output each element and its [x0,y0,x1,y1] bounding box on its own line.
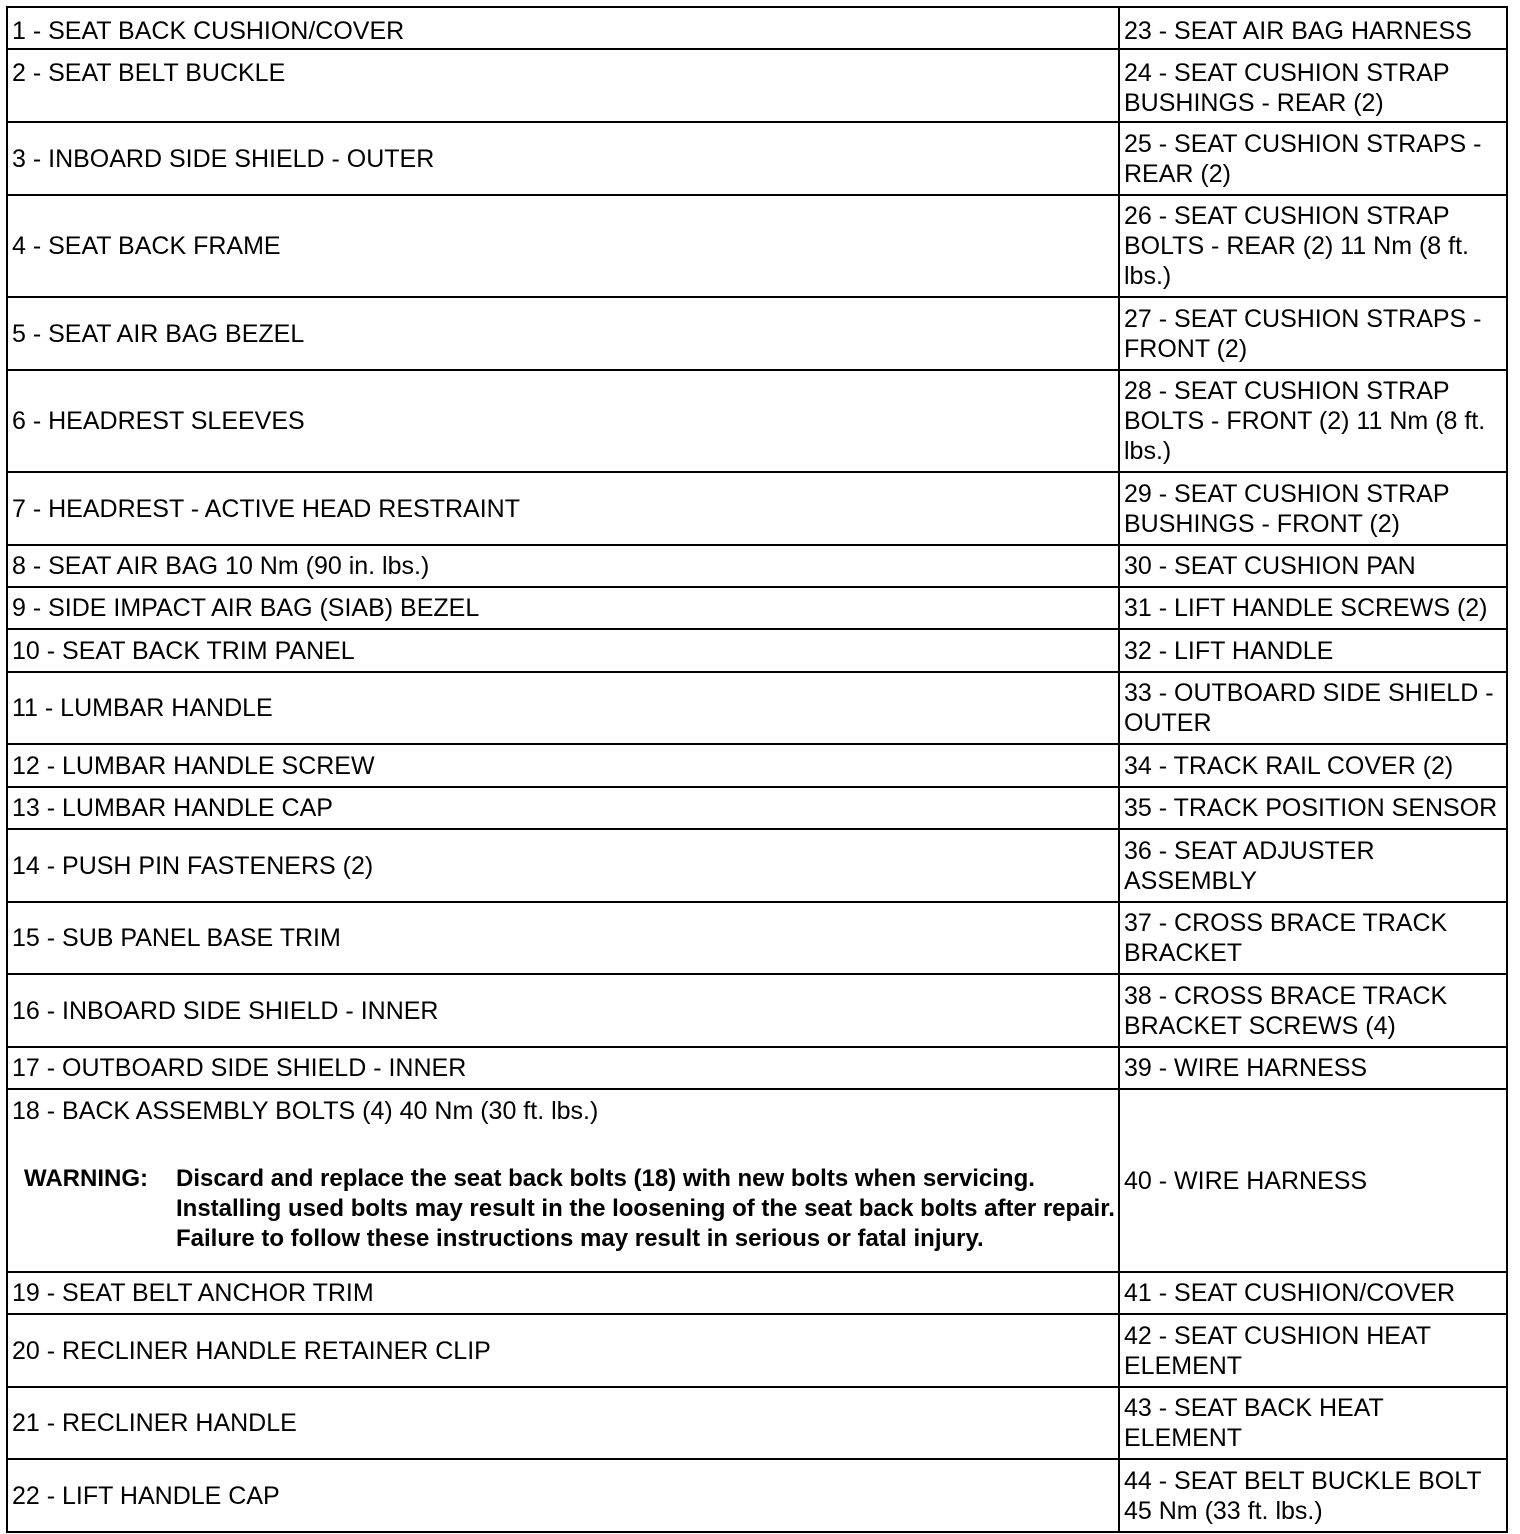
legend-item: 30 - SEAT CUSHION PAN [1119,545,1507,587]
warning-text: Discard and replace the seat back bolts (18) with new bolts when servicing. Installing used bolts may result in the loosening of the seat back bolts after repair. Failure to follow these instructions may result in serious or fatal injury. [176,1165,1115,1252]
legend-item: 31 - LIFT HANDLE SCREWS (2) [1119,587,1507,629]
legend-item: 13 - LUMBAR HANDLE CAP [7,787,1119,829]
legend-item: 40 - WIRE HARNESS [1119,1089,1507,1272]
table-row [7,1387,1507,1459]
legend-item: 36 - SEAT ADJUSTER ASSEMBLY [1119,829,1507,902]
table-row [7,1459,1507,1532]
table-row [7,587,1507,629]
table-row [7,370,1507,472]
legend-item: 27 - SEAT CUSHION STRAPS - FRONT (2) [1119,297,1507,370]
table-row [7,629,1507,672]
legend-item: 34 - TRACK RAIL COVER (2) [1119,744,1507,787]
legend-item: 28 - SEAT CUSHION STRAP BOLTS - FRONT (2) 11 Nm (8 ft. lbs.) [1119,370,1507,472]
legend-item: 35 - TRACK POSITION SENSOR [1119,787,1507,829]
legend-item: 4 - SEAT BACK FRAME [7,195,1119,297]
legend-item: 16 - INBOARD SIDE SHIELD - INNER [7,974,1119,1047]
legend-item: 43 - SEAT BACK HEAT ELEMENT [1119,1387,1507,1459]
legend-item: 18 - BACK ASSEMBLY BOLTS (4) 40 Nm (30 ft. lbs.) [12,1097,599,1125]
legend-item: 22 - LIFT HANDLE CAP [7,1459,1119,1532]
table-row [7,122,1507,195]
table-row [7,787,1507,829]
parts-legend-table [6,6,1508,1533]
legend-item: 5 - SEAT AIR BAG BEZEL [7,297,1119,370]
legend-item: 17 - OUTBOARD SIDE SHIELD - INNER [7,1047,1119,1089]
legend-item: 10 - SEAT BACK TRIM PANEL [7,629,1119,672]
legend-item: 23 - SEAT AIR BAG HARNESS [1119,7,1507,49]
legend-item: 24 - SEAT CUSHION STRAP BUSHINGS - REAR (2) [1119,49,1507,122]
legend-item: 15 - SUB PANEL BASE TRIM [7,902,1119,974]
legend-item: 8 - SEAT AIR BAG 10 Nm (90 in. lbs.) [7,545,1119,587]
warning-note [24,1164,1118,1254]
legend-item: 20 - RECLINER HANDLE RETAINER CLIP [7,1314,1119,1387]
legend-item: 33 - OUTBOARD SIDE SHIELD - OUTER [1119,672,1507,744]
legend-item: 42 - SEAT CUSHION HEAT ELEMENT [1119,1314,1507,1387]
table-row [7,902,1507,974]
table-row [7,829,1507,902]
legend-item: 12 - LUMBAR HANDLE SCREW [7,744,1119,787]
legend-item: 38 - CROSS BRACE TRACK BRACKET SCREWS (4) [1119,974,1507,1047]
table-row [7,744,1507,787]
table-row [7,974,1507,1047]
legend-item: 26 - SEAT CUSHION STRAP BOLTS - REAR (2) 11 Nm (8 ft. lbs.) [1119,195,1507,297]
legend-item: 6 - HEADREST SLEEVES [7,370,1119,472]
table-row [7,1314,1507,1387]
table-row [7,7,1507,49]
legend-item: 29 - SEAT CUSHION STRAP BUSHINGS - FRONT (2) [1119,472,1507,545]
table-row [7,1272,1507,1314]
table-row [7,297,1507,370]
legend-item-with-warning [7,1089,1119,1272]
legend-item: 21 - RECLINER HANDLE [7,1387,1119,1459]
legend-item: 3 - INBOARD SIDE SHIELD - OUTER [7,122,1119,195]
legend-item: 25 - SEAT CUSHION STRAPS - REAR (2) [1119,122,1507,195]
legend-item: 11 - LUMBAR HANDLE [7,672,1119,744]
table-row [7,1089,1507,1272]
legend-item: 7 - HEADREST - ACTIVE HEAD RESTRAINT [7,472,1119,545]
table-row [7,545,1507,587]
legend-item: 19 - SEAT BELT ANCHOR TRIM [7,1272,1119,1314]
legend-item: 32 - LIFT HANDLE [1119,629,1507,672]
legend-item: 14 - PUSH PIN FASTENERS (2) [7,829,1119,902]
legend-item: 39 - WIRE HARNESS [1119,1047,1507,1089]
legend-item: 9 - SIDE IMPACT AIR BAG (SIAB) BEZEL [7,587,1119,629]
table-row [7,672,1507,744]
legend-item: 37 - CROSS BRACE TRACK BRACKET [1119,902,1507,974]
legend-item: 1 - SEAT BACK CUSHION/COVER [7,7,1119,49]
legend-item: 44 - SEAT BELT BUCKLE BOLT 45 Nm (33 ft. lbs.) [1119,1459,1507,1532]
table-row [7,472,1507,545]
table-row [7,49,1507,122]
legend-item: 41 - SEAT CUSHION/COVER [1119,1272,1507,1314]
legend-item: 2 - SEAT BELT BUCKLE [7,49,1119,122]
table-row [7,1047,1507,1089]
warning-label: WARNING: [24,1165,148,1192]
table-row [7,195,1507,297]
